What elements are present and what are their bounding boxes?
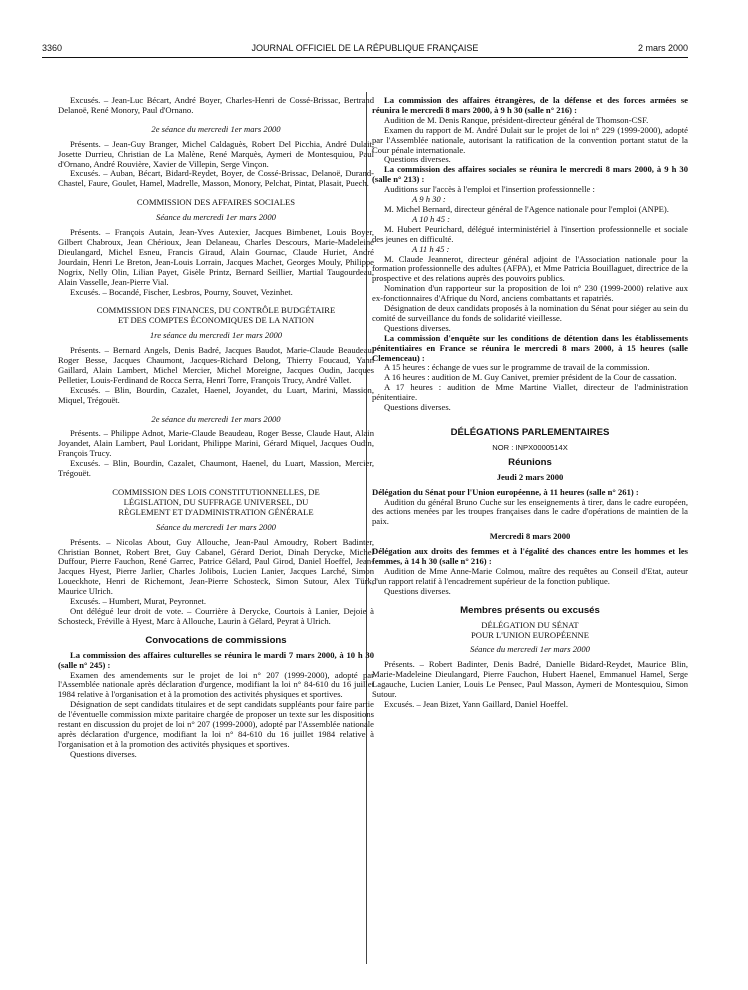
delegation-title-line2: POUR L'UNION EUROPÉENNE: [470, 629, 590, 640]
session-heading: 1re séance du mercredi 1er mars 2000: [149, 330, 283, 341]
excused-paragraph: Excusés. – Bocandé, Fischer, Lesbros, Pourny, Souvet, Vezinhet.: [70, 286, 293, 297]
agenda-item: M. Hubert Peurichard, délégué interministériel à l'insertion professionnelle et sociale des jeunes en difficulté.: [372, 223, 688, 244]
agenda-item: Questions diverses.: [384, 322, 451, 333]
session-heading: Séance du mercredi 1er mars 2000: [470, 644, 590, 655]
present-paragraph: Présents. – Nicolas About, Guy Allouche, Jean-Paul Amoudry, Robert Badinter, Christian Bonnet, Robert Bret, Guy Cabanel, Gérard Deriot, Dinah Derycke, Michel Duffour, Pierre Fauchon, René Garrec, Patrice Gélard, Paul Girod, Daniel Hoeffel, Jean-Jacques Hyest, Pierre Jarlier, Charles Jolibois, Lucien Lanier, Jacques Larché, Simon Loueckhote, Henri de Richemont, Jean-Pierre Schosteck, Simon Sutour, Alex Türk, Maurice Ulrich.: [58, 536, 374, 597]
agenda-item: Audition de Mme Anne-Marie Colmou, maître des requêtes au Conseil d'Etat, auteur d'un rapport relatif à l'encadrement supérieur de la fonction publique.: [372, 565, 688, 586]
present-paragraph: Présents. – François Autain, Jean-Yves Autexier, Jacques Bimbenet, Louis Boyer, Gilbert Chabroux, Jean Chérioux, Jean Delaneau, Charles Descours, Marie-Madeleine Dieulangard, Michel Esneu, Francis Giraud, Alain Gournac, Claude Huriet, André Jourdain, Henri Le Breton, Jean-Louis Lorrain, Jacques Machet, Georges Mouly, Philippe Nogrix, Nelly Olin, Lilian Payet, Gisèle Printz, Bernard Seillier, Martial Taugourdeau, Alain Vasselle, Jean-Pierre Vial.: [58, 227, 374, 287]
date-heading: Mercredi 8 mars 2000: [489, 531, 571, 542]
convocation-lead: La commission des affaires étrangères, de la défense et des forces armées se réunira le mercredi 8 mars 2000, à 9 h 30 (salle n° 216) :: [372, 95, 688, 115]
convocation-lead: La commission d'enquête sur les conditions de détention dans les établissements pénitentiaires en France se réunira le mercredi 8 mars 2000, à 15 heures (salle Clemenceau) :: [372, 332, 688, 363]
journal-title: JOURNAL OFFICIEL DE LA RÉPUBLIQUE FRANÇAISE: [251, 43, 479, 53]
session-heading: 2e séance du mercredi 1er mars 2000: [151, 413, 281, 424]
left-column: [58, 96, 374, 760]
subsection-heading: Membres présents ou excusés: [460, 604, 600, 616]
agenda-item: Désignation de deux candidats proposés à la nomination du Sénat pour siéger au sein du comité de surveillance du fonds de solidarité vieillesse.: [372, 303, 688, 323]
excused-paragraph: Excusés. – Jean-Luc Bécart, André Boyer, Charles-Henri de Cossé-Brissac, Bertrand Delanoë, René Monory, Paul d'Ornano.: [58, 95, 374, 115]
commission-title-line2: ET DES COMPTES ÉCONOMIQUES DE LA NATION: [117, 315, 315, 326]
present-paragraph: Présents. – Robert Badinter, Denis Badré, Danielle Bidard-Reydet, Maurice Blin, Marie-Madeleine Dieulangard, Pierre Fauchon, Hubert Haenel, Emmanuel Hamel, Serge Lagauche, Lucien Lanier, Louis Le Pensec, Paul Masson, Aymeri de Montesquiou, Simon Sutour.: [372, 659, 688, 700]
agenda-item: Nomination d'un rapporteur sur la proposition de loi n° 230 (1999-2000) relative aux ex-fonctionnaires d'Afrique du Nord, anciens combattants et rapatriés.: [372, 283, 688, 304]
agenda-item: M. Michel Bernard, directeur général de l'Agence nationale pour l'emploi (ANPE).: [384, 203, 669, 214]
agenda-item: Auditions sur l'accès à l'emploi et l'insertion professionnelle :: [384, 184, 595, 195]
agenda-item: A 15 heures : échange de vues sur le programme de travail de la commission.: [384, 362, 650, 373]
agenda-item: Examen du rapport de M. André Dulait sur le projet de loi n° 229 (1999-2000), adopté par l'Assemblée nationale, autorisant la ratification de la convention portant statut de la Cour pénale internationale.: [372, 124, 688, 155]
time-slot: A 10 h 45 :: [412, 213, 451, 224]
agenda-item: Questions diverses.: [384, 402, 451, 413]
agenda-item: Désignation de sept candidats titulaires et de sept candidats suppléants pour faire partie de l'éventuelle commission mixte paritaire chargée de proposer un texte sur les dispositions restant en discussion du projet de loi n° 207 (1999-2000), adopté par l'Assemblée nationale après déclaration d'urgence, modifiant la loi n° 84-610 du 16 juillet 1984 relative à l'organisation et à la promotion des activités physiques et sportives.: [58, 699, 374, 749]
right-column: [372, 96, 688, 710]
excused-paragraph: Excusés. – Auban, Bécart, Bidard-Reydet, Boyer, de Cossé-Brissac, Delanoë, Durand-Chastel, Faure, Goulet, Hamel, Madrelle, Masson, Monory, Pelchat, Pintat, Plasait, Puech.: [58, 168, 374, 189]
present-paragraph: Présents. – Philippe Adnot, Marie-Claude Beaudeau, Roger Besse, Claude Haut, Alain Joyandet, Alain Lambert, Paul Loridant, Philippe Marini, Gérard Miquel, Jacques Oudin, François Trucy.: [58, 428, 374, 459]
convocation-lead: La commission des affaires culturelles se réunira le mardi 7 mars 2000, à 10 h 30 (salle n° 245) :: [58, 649, 374, 670]
commission-title-line3: RÈGLEMENT ET D'ADMINISTRATION GÉNÉRALE: [118, 506, 314, 517]
excused-paragraph: Excusés. – Blin, Bourdin, Cazalet, Haenel, Joyandet, du Luart, Marini, Massion, Miquel, Trégouët.: [58, 384, 374, 405]
excused-paragraph: Excusés. – Humbert, Murat, Peyronnet.: [70, 596, 207, 607]
commission-title: COMMISSION DES LOIS CONSTITUTIONNELLES, DE: [112, 487, 320, 497]
commission-title: COMMISSION DES FINANCES, DU CONTRÔLE BUDGÉTAIRE: [96, 305, 336, 316]
convocation-lead: Délégation aux droits des femmes et à l'égalité des chances entre les hommes et les femmes, à 14 h 30 (salle n° 216) :: [372, 546, 688, 567]
session-heading: Séance du mercredi 1er mars 2000: [156, 212, 276, 223]
agenda-item: Questions diverses.: [70, 748, 137, 759]
commission-title: COMMISSION DES AFFAIRES SOCIALES: [136, 197, 296, 208]
agenda-item: Questions diverses.: [384, 154, 451, 165]
delegation-title: DÉLÉGATION DU SÉNAT: [481, 619, 579, 630]
present-paragraph: Présents. – Bernard Angels, Denis Badré, Jacques Baudot, Marie-Claude Beaudeau, Roger Besse, Jacques Chaumont, Jacques-Richard Delong, Thierry Foucaud, Yann Gaillard, Alain Lambert, Michel Mercier, Michel Moreigne, Jacques Oudin, Jacques Pelletier, Louis-Ferdinand de Rocca Serra, Henri Torre, François Trucy, André Vallet.: [58, 345, 374, 385]
session-heading: 2e séance du mercredi 1er mars 2000: [151, 123, 281, 134]
nor-reference: NOR : INPX0000514X: [492, 442, 568, 452]
section-heading: Convocations de commissions: [145, 634, 287, 646]
date-heading: Jeudi 2 mars 2000: [496, 471, 564, 482]
section-heading: DÉLÉGATIONS PARLEMENTAIRES: [450, 427, 610, 438]
excused-paragraph: Excusés. – Jean Bizet, Yann Gaillard, Daniel Hoeffel.: [384, 698, 569, 709]
subsection-heading: Réunions: [508, 456, 552, 468]
time-slot: A 11 h 45 :: [412, 243, 450, 254]
excused-paragraph: Excusés. – Blin, Bourdin, Cazalet, Chaumont, Haenel, du Luart, Massion, Mercier, Trégouët.: [58, 458, 374, 479]
agenda-item: Audition du général Bruno Cuche sur les enseignements à tirer, dans le cadre européen, des actions menées par les troupes françaises dans le cadre d'opérations de maintien de la paix.: [372, 496, 688, 527]
delegation-paragraph: Ont délégué leur droit de vote. – Courrière à Derycke, Courtois à Lanier, Dejoie à Schosteck, Fréville à Hyest, Marc à Allouche, Laurin à Gélard, Peyrat à Ulrich.: [58, 605, 374, 626]
convocation-lead: La commission des affaires sociales se réunira le mercredi 8 mars 2000, à 9 h 30 (salle n° 213) :: [372, 164, 688, 185]
agenda-item: M. Claude Jeannerot, directeur général adjoint de l'Association nationale pour la formation professionnelle des adultes (AFPA), et Mme Patricia Bouillaguet, directrice de la prospective et des relations auprès des pouvoirs publics.: [372, 253, 688, 284]
agenda-item: A 17 heures : audition de Mme Martine Viallet, directeur de l'administration pénitentiaire.: [372, 382, 688, 403]
session-heading: Séance du mercredi 1er mars 2000: [156, 521, 276, 532]
convocation-lead: Délégation du Sénat pour l'Union européenne, à 11 heures (salle n° 261) :: [372, 486, 639, 497]
agenda-item: Questions diverses.: [384, 585, 451, 596]
present-paragraph: Présents. – Jean-Guy Branger, Michel Caldaguès, Robert Del Picchia, André Dulait, Josette Durrieu, Christian de La Malène, René Marquès, Aymeri de Montesquiou, Paul d'Ornano, André Rouvière, Xavier de Villepin, Serge Vinçon.: [58, 138, 374, 169]
issue-date: 2 mars 2000: [637, 43, 688, 53]
page-number: 3360: [42, 43, 63, 53]
agenda-item: Audition de M. Denis Ranque, président-directeur général de Thomson-CSF.: [384, 114, 649, 125]
commission-title-line2: LÉGISLATION, DU SUFFRAGE UNIVERSEL, DU: [123, 496, 309, 507]
agenda-item: Examen des amendements sur le projet de loi n° 207 (1999-2000), adopté par l'Assemblée nationale après déclaration d'urgence, modifiant la loi n° 84-610 du 16 juillet 1984 relative à l'organisation et à la promotion des activités physiques et sportives.: [58, 669, 374, 700]
page-header: [42, 43, 688, 57]
header-rule: [42, 57, 688, 58]
time-slot: A 9 h 30 :: [412, 194, 446, 205]
agenda-item: A 16 heures : audition de M. Guy Canivet, premier président de la Cour de cassation.: [384, 372, 677, 383]
